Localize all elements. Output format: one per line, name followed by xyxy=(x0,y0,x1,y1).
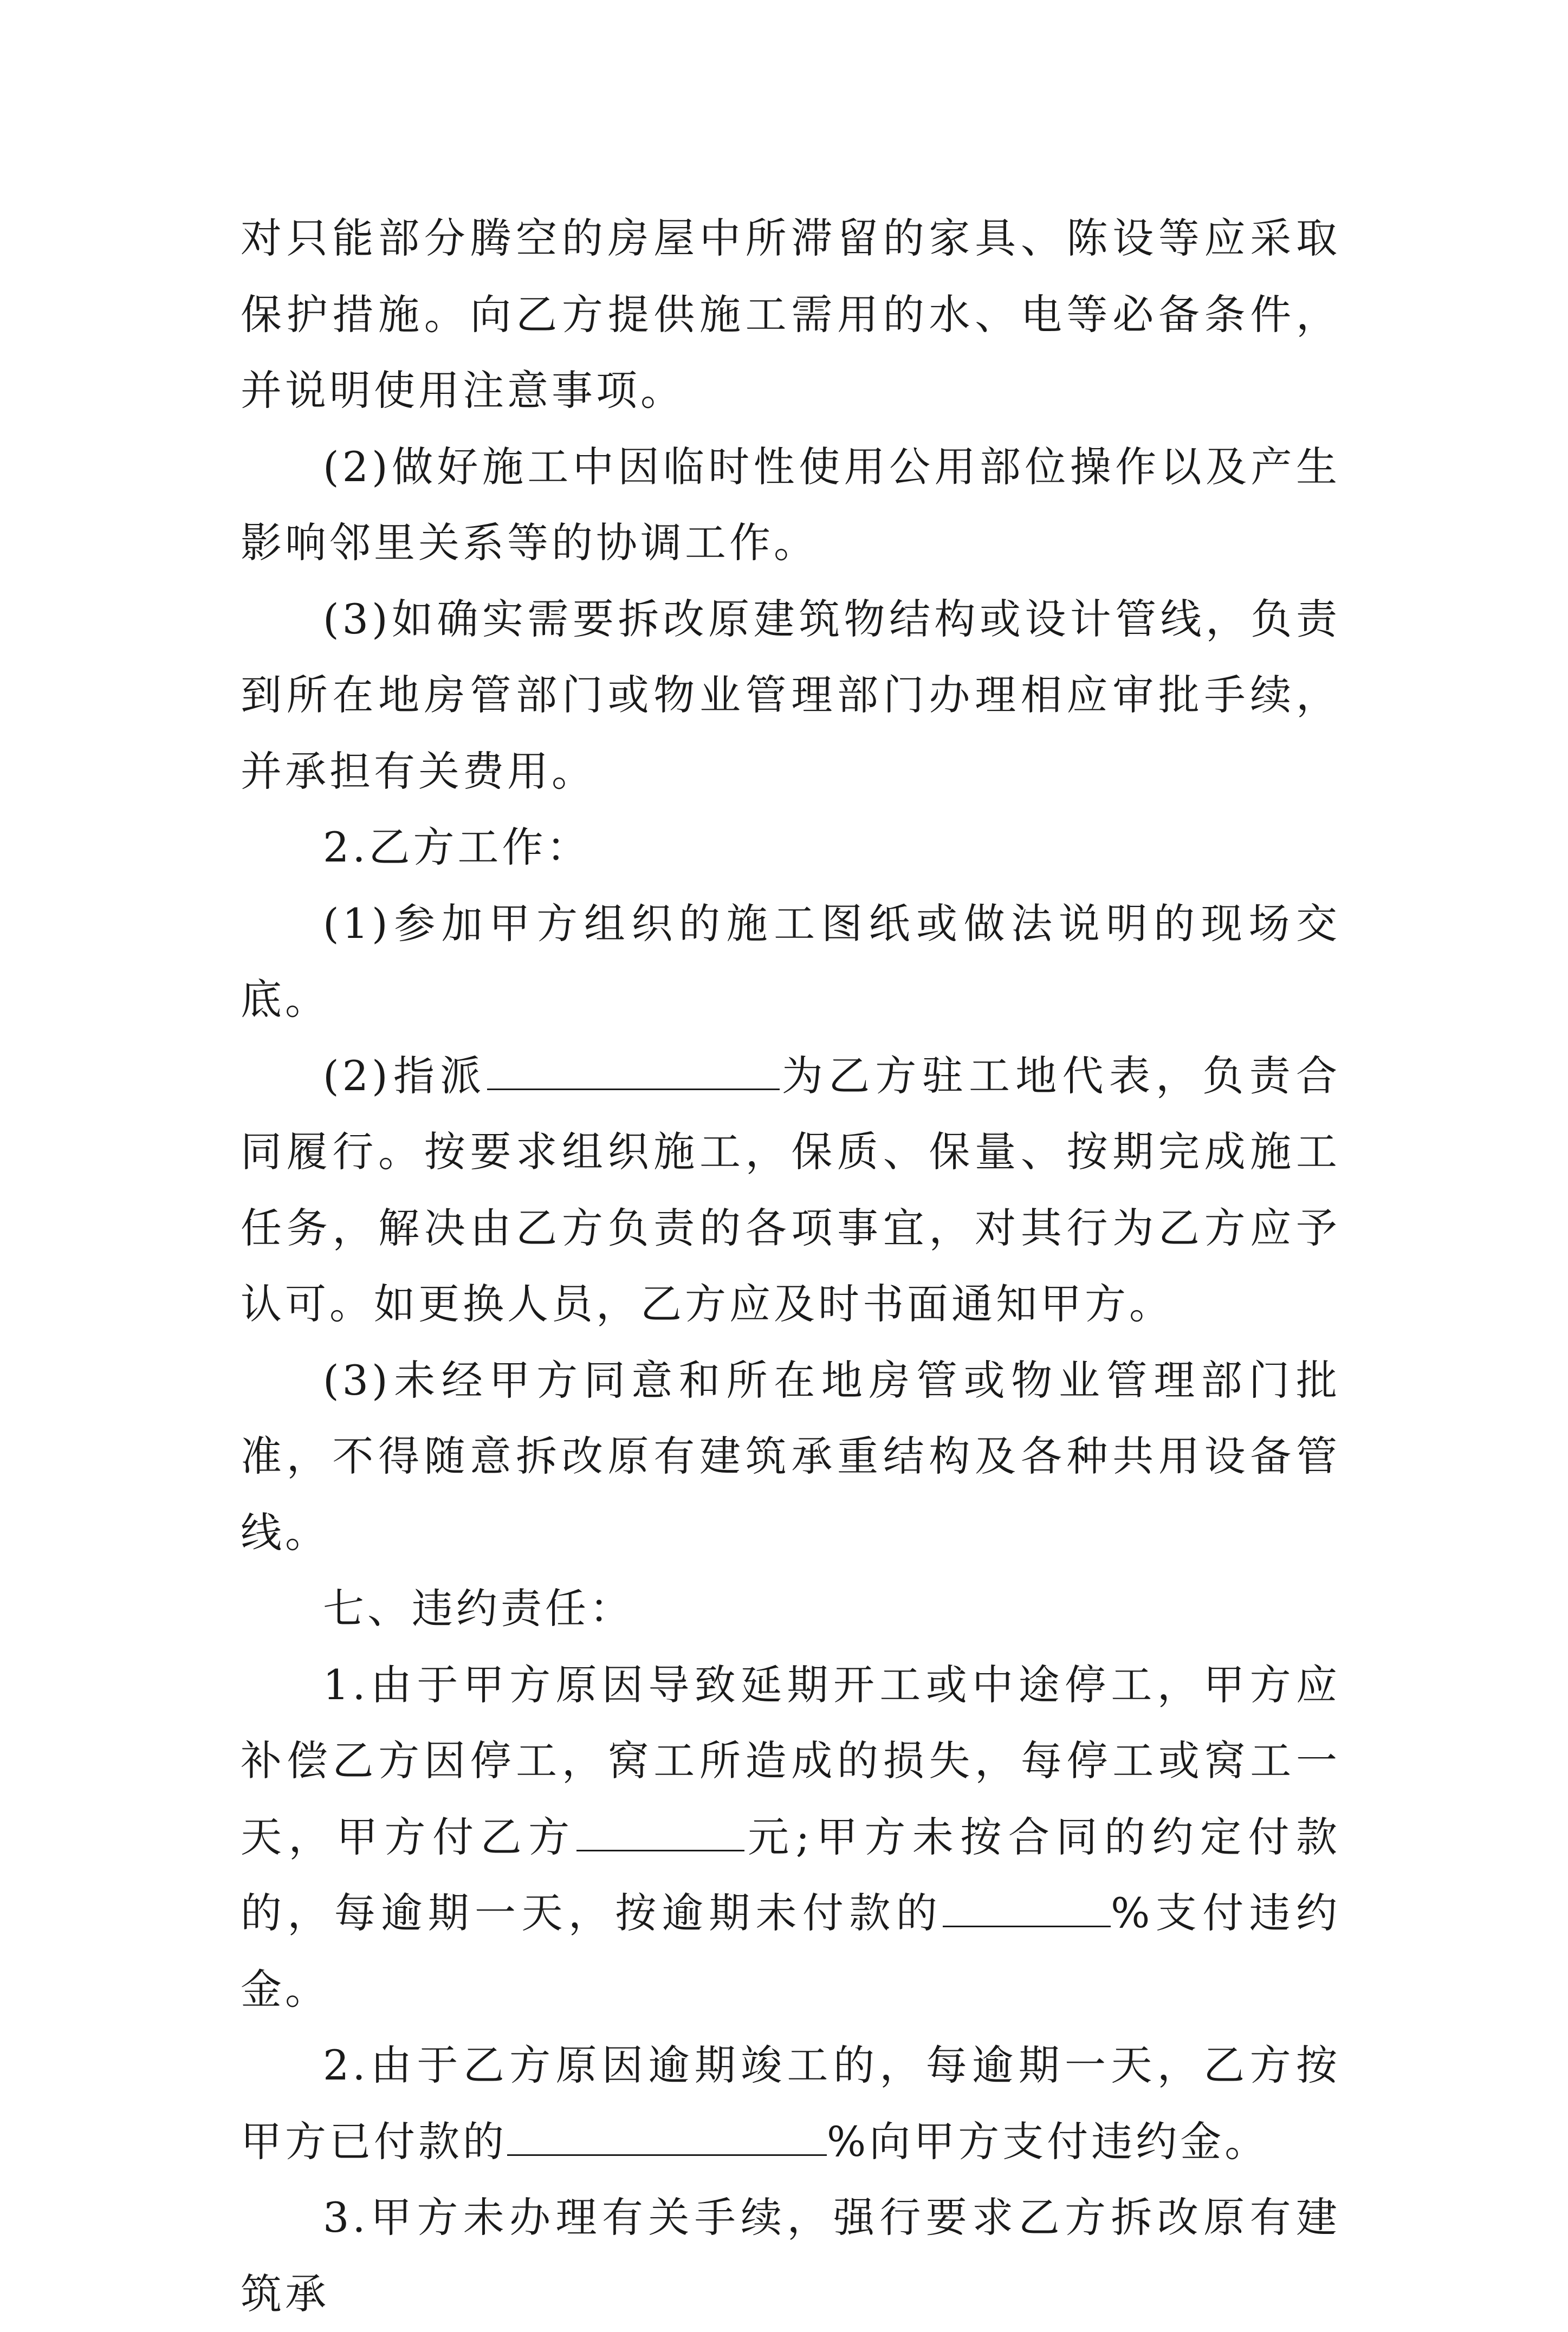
paragraph-text: 元;甲方未按合同的约定付款的，每逾期一天，按逾期未付款的 xyxy=(241,1812,1340,1937)
paragraph-text: 为乙方驻工地代表，负责合同履行。按要求组织施工，保质、保量、按期完成施工任务，解决由乙方负责的各项事宜，对其行为乙方应予认可。如更换人员，乙方应及时书面通知甲方。 xyxy=(241,1051,1341,1328)
paragraph-text: 1.由于甲方原因导致延期开工或中途停工，甲方应补偿乙方因停工，窝工所造成的损失，每停工或窝工一天，甲方付乙方 xyxy=(241,1660,1340,1861)
paragraph-item-3-approval xyxy=(241,581,1340,810)
paragraph-item-2-coordination xyxy=(241,429,1340,581)
paragraph-text: (3)未经甲方同意和所在地房管或物业管理部门批准，不得随意拆改原有建筑承重结构及各种共用设备管线。 xyxy=(241,1356,1340,1557)
paragraph-item-2-representative xyxy=(241,1038,1340,1343)
blank-compensation-amount xyxy=(576,1806,744,1851)
blank-penalty-rate xyxy=(943,1882,1111,1927)
blank-delay-penalty-rate xyxy=(507,2111,827,2156)
document-body xyxy=(241,200,1340,2332)
paragraph-item-3-no-alteration xyxy=(241,1343,1340,1571)
paragraph-breach-1-party-a xyxy=(241,1647,1340,2028)
paragraph-breach-3-procedures xyxy=(241,2180,1340,2332)
paragraph-item-1-briefing xyxy=(241,886,1340,1038)
paragraph-text: %支付违约金。 xyxy=(241,1889,1341,2013)
heading-text: 七、违约责任： xyxy=(323,1584,634,1633)
heading-text: 2.乙方工作： xyxy=(323,823,591,871)
paragraph-breach-2-party-b xyxy=(241,2027,1340,2180)
paragraph-text: 对只能部分腾空的房屋中所滞留的家具、陈设等应采取保护措施。向乙方提供施工需用的水、电等必备条件，并说明使用注意事项。 xyxy=(241,214,1340,414)
paragraph-text: 2.由于乙方原因逾期竣工的，每逾期一天，乙方按甲方已付款的 xyxy=(241,2041,1340,2166)
paragraph-text: (2)指派 xyxy=(323,1051,487,1100)
section-heading-party-b-work xyxy=(241,809,1340,886)
paragraph-text: %向甲方支付违约金。 xyxy=(827,2117,1269,2166)
section-heading-breach-liability xyxy=(241,1571,1340,1647)
paragraph-furniture-protection xyxy=(241,200,1340,429)
paragraph-text: 3.甲方未办理有关手续，强行要求乙方拆改原有建筑承 xyxy=(241,2193,1340,2318)
paragraph-text: (3)如确实需要拆改原建筑物结构或设计管线，负责到所在地房管部门或物业管理部门办理相应审批手续，并承担有关费用。 xyxy=(241,594,1340,795)
paragraph-text: (1)参加甲方组织的施工图纸或做法说明的现场交底。 xyxy=(241,899,1340,1024)
paragraph-text: (2)做好施工中因临时性使用公用部位操作以及产生影响邻里关系等的协调工作。 xyxy=(241,442,1340,567)
blank-representative-name xyxy=(487,1045,780,1090)
